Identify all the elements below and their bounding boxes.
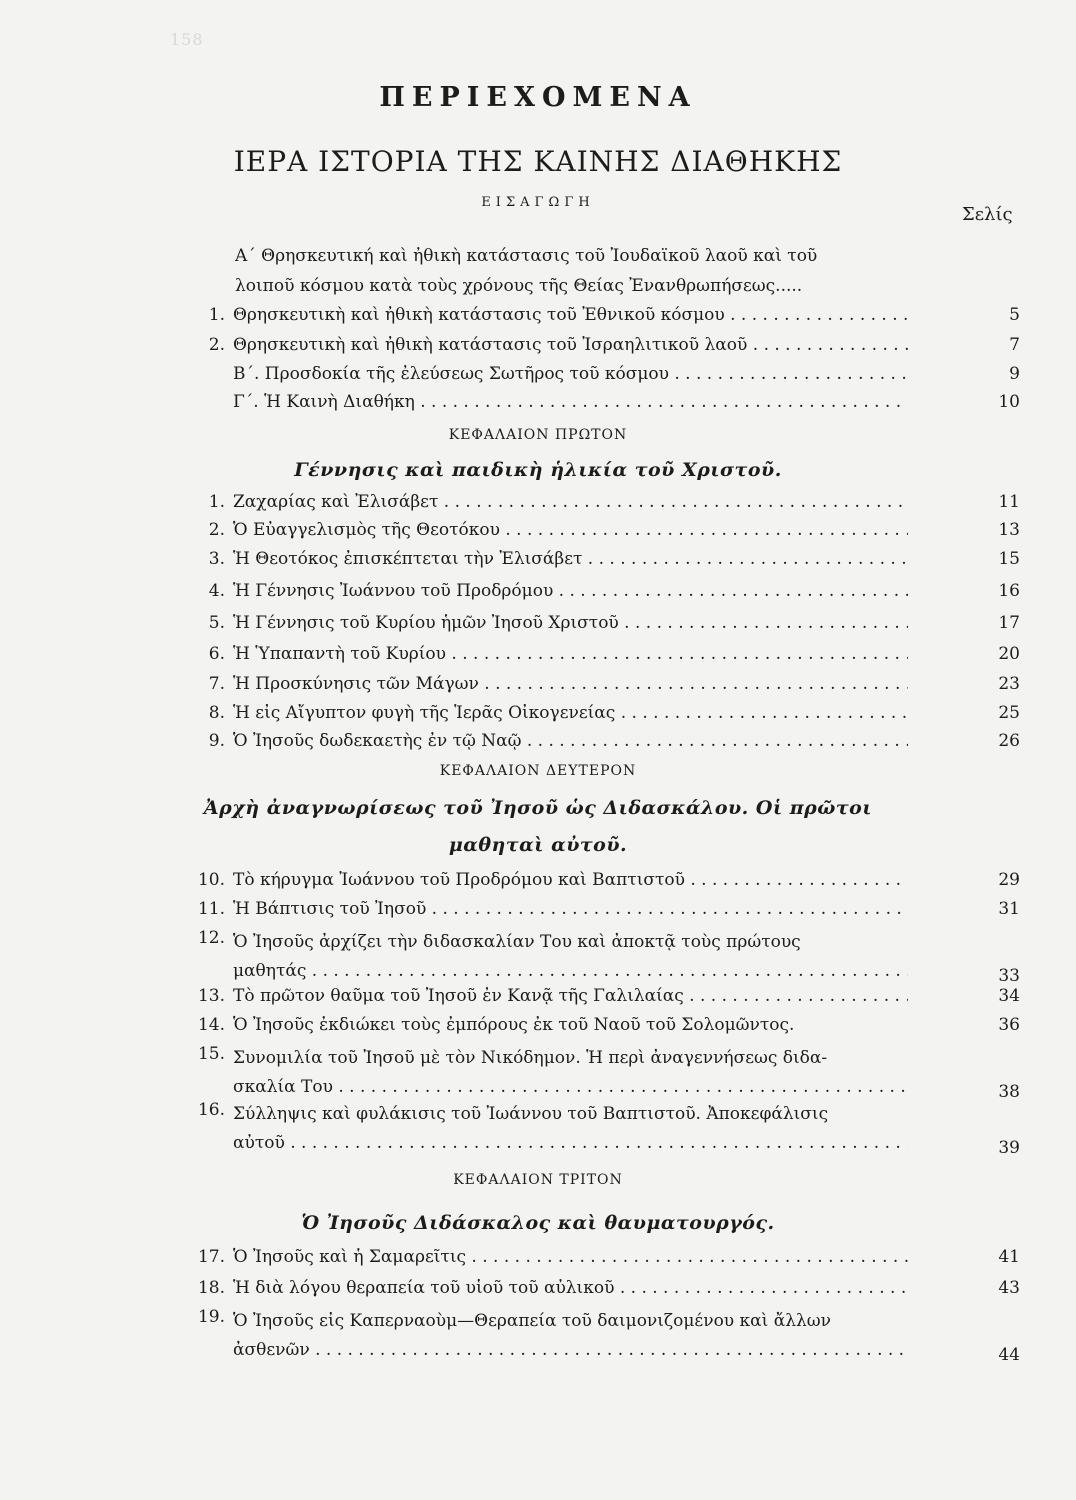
entry-number: 2. — [208, 520, 225, 540]
entry-page: 15 — [998, 549, 1020, 569]
toc-entry[interactable] — [185, 1044, 1025, 1104]
entry-number: 3. — [208, 549, 225, 569]
entry-title-continued: αὐτοῦ . . . — [233, 1129, 908, 1158]
entry-page: 10 — [998, 392, 1020, 412]
entry-page: 41 — [998, 1247, 1020, 1267]
entry-title-continued: ἀσθενῶν . . . — [233, 1336, 908, 1365]
chapter-2-title-line1: Ἀρχὴ ἀναγνωρίσεως τοῦ Ἰησοῦ ὡς Διδασκάλου. Οἱ πρῶτοι — [203, 797, 873, 819]
entry-title: Γ΄. Ἡ Καινὴ Διαθήκη . . . — [233, 392, 908, 412]
toc-entry[interactable] — [185, 1015, 1025, 1044]
entry-page: 5 — [1009, 305, 1020, 325]
entry-page: 9 — [1009, 364, 1020, 384]
entry-number: 17. — [197, 1247, 225, 1267]
entry-title: Θρησκευτικὴ καὶ ἠθικὴ κατάστασις τοῦ Ἐθνικοῦ κόσμου . . . — [233, 305, 908, 325]
entry-number: 19. — [197, 1307, 225, 1327]
intro-section-a-line1: Α΄ Θρησκευτική καὶ ἠθικὴ κατάστασις τοῦ Ἰουδαϊκοῦ λαοῦ καὶ τοῦ — [235, 246, 818, 266]
intro-section-a-line2: λοιποῦ κόσμου κατὰ τοὺς χρόνους τῆς Θείας Ἐνανθρωπήσεως..... — [235, 276, 803, 296]
entry-title: Ἡ Προσκύνησις τῶν Μάγων . . . — [233, 674, 908, 694]
toc-entry[interactable] — [185, 644, 1025, 673]
toc-entry[interactable] — [185, 549, 1025, 578]
entry-number: 2. — [208, 335, 225, 355]
entry-title: Ἡ Βάπτισις τοῦ Ἰησοῦ . . . — [233, 899, 908, 919]
entry-title: Ἡ διὰ λόγου θεραπεία τοῦ υἱοῦ τοῦ αὐλικοῦ . . . — [233, 1278, 908, 1298]
entry-number: 12. — [197, 928, 225, 948]
toc-entry[interactable] — [185, 613, 1025, 642]
toc-entry[interactable] — [185, 364, 1025, 393]
page-title: ΠΕΡΙΕΧΟΜΕΝΑ — [379, 82, 697, 113]
book-subtitle: ΙΕΡΑ ΙΣΤΟΡΙΑ ΤΗΣ ΚΑΙΝΗΣ ΔΙΑΘΗΚΗΣ — [233, 145, 843, 178]
pages-column-label: Σελίς — [962, 204, 1013, 225]
toc-entry[interactable] — [185, 731, 1025, 760]
chapter-2-title-line2: μαθηταὶ αὐτοῦ. — [448, 834, 628, 856]
entry-number: 8. — [208, 703, 225, 723]
entry-page: 26 — [998, 731, 1020, 751]
entry-number: 1. — [208, 305, 225, 325]
entry-number: 1. — [208, 492, 225, 512]
entry-title: Θρησκευτικὴ καὶ ἠθικὴ κατάστασις τοῦ Ἰσραηλιτικοῦ λαοῦ . . . — [233, 335, 908, 355]
entry-page: 7 — [1009, 335, 1020, 355]
entry-page: 39 — [998, 1138, 1020, 1158]
entry-page: 23 — [998, 674, 1020, 694]
entry-page: 33 — [998, 966, 1020, 986]
entry-page: 44 — [998, 1345, 1020, 1365]
toc-entry[interactable] — [185, 703, 1025, 732]
entry-title: Τὸ κήρυγμα Ἰωάννου τοῦ Προδρόμου καὶ Βαπτιστοῦ . . . — [233, 870, 908, 890]
entry-title: Συνομιλία τοῦ Ἰησοῦ μὲ τὸν Νικόδημον. Ἡ περὶ ἀναγεννήσεως διδα- — [233, 1048, 828, 1068]
entry-page: 16 — [998, 581, 1020, 601]
entry-title: Ὁ Ἰησοῦς εἰς Καπερναοὺμ—Θεραπεία τοῦ δαιμονιζομένου καὶ ἄλλων — [233, 1311, 831, 1331]
entry-number: 11. — [197, 899, 225, 919]
entry-title: Ὁ Ἰησοῦς ἀρχίζει τὴν διδασκαλίαν Του καὶ ἀποκτᾷ τοὺς πρώτους — [233, 932, 801, 952]
toc-entry[interactable] — [185, 1247, 1025, 1276]
entry-title: Ἡ Γέννησις Ἰωάννου τοῦ Προδρόμου . . . — [233, 581, 908, 601]
entry-page: 34 — [998, 986, 1020, 1006]
toc-entry[interactable] — [185, 492, 1025, 521]
chapter-3-label: ΚΕΦΑΛΑΙΟΝ ΤΡΙΤΟΝ — [453, 1172, 623, 1188]
chapter-2-label: ΚΕΦΑΛΑΙΟΝ ΔΕΥΤΕΡΟΝ — [439, 763, 637, 779]
entry-title: Ἡ Θεοτόκος ἐπισκέπτεται τὴν Ἐλισάβετ . . . — [233, 549, 908, 569]
entry-number: 13. — [197, 986, 225, 1006]
entry-number: 9. — [208, 731, 225, 751]
toc-entry[interactable] — [185, 870, 1025, 899]
entry-title-continued: μαθητάς . . . — [233, 957, 908, 986]
entry-title: Ὁ Εὐαγγελισμὸς τῆς Θεοτόκου . . . — [233, 520, 908, 540]
toc-entry[interactable] — [185, 305, 1025, 334]
toc-entry[interactable] — [185, 1307, 1025, 1367]
entry-title: Ἡ Γέννησις τοῦ Κυρίου ἡμῶν Ἰησοῦ Χριστοῦ . . . — [233, 613, 908, 633]
entry-page: 11 — [998, 492, 1020, 512]
entry-title: Β΄. Προσδοκία τῆς ἐλεύσεως Σωτῆρος τοῦ κόσμου . . . — [233, 364, 908, 384]
entry-title: Σύλληψις καὶ φυλάκισις τοῦ Ἰωάννου τοῦ Βαπτιστοῦ. Ἀποκεφάλισις — [233, 1104, 829, 1124]
entry-page: 20 — [998, 644, 1020, 664]
entry-number: 18. — [197, 1278, 225, 1298]
entry-title: Ζαχαρίας καὶ Ἐλισάβετ . . . — [233, 492, 908, 512]
entry-page: 29 — [998, 870, 1020, 890]
toc-entry[interactable] — [185, 520, 1025, 549]
toc-entry[interactable] — [185, 928, 1025, 988]
entry-number: 14. — [197, 1015, 225, 1035]
toc-entry[interactable] — [185, 581, 1025, 610]
entry-title: Τὸ πρῶτον θαῦμα τοῦ Ἰησοῦ ἐν Κανᾷ τῆς Γαλιλαίας . . . — [233, 986, 908, 1006]
toc-entry[interactable] — [185, 1100, 1025, 1160]
chapter-3-title: Ὁ Ἰησοῦς Διδάσκαλος καὶ θαυματουργός. — [301, 1212, 775, 1234]
entry-page: 17 — [998, 613, 1020, 633]
intro-heading: ΕΙΣΑΓΩΓΗ — [481, 195, 595, 210]
toc-entry[interactable] — [185, 392, 1025, 421]
entry-title: Ὁ Ἰησοῦς ἐκδιώκει τοὺς ἐμπόρους ἐκ τοῦ Ναοῦ τοῦ Σολομῶντος. — [233, 1015, 795, 1035]
entry-number: 15. — [197, 1044, 225, 1064]
toc-entry[interactable] — [185, 899, 1025, 928]
toc-entry[interactable] — [185, 1278, 1025, 1307]
entry-page: 13 — [998, 520, 1020, 540]
ghost-page-number: 158 — [170, 30, 204, 49]
entry-title: Ἡ Ὑπαπαντὴ τοῦ Κυρίου . . . — [233, 644, 908, 664]
entry-page: 38 — [998, 1082, 1020, 1102]
toc-entry[interactable] — [185, 335, 1025, 364]
entry-page: 31 — [998, 899, 1020, 919]
entry-number: 10. — [197, 870, 225, 890]
entry-title-continued: σκαλία Του . . . — [233, 1073, 908, 1102]
entry-title: Ὁ Ἰησοῦς καὶ ἡ Σαμαρεῖτις . . . — [233, 1247, 908, 1267]
entry-page: 36 — [998, 1015, 1020, 1035]
entry-title: Ὁ Ἰησοῦς δωδεκαετὴς ἐν τῷ Ναῷ . . . — [233, 731, 908, 751]
entry-number: 6. — [208, 644, 225, 664]
entry-title: Ἡ εἰς Αἴγυπτον φυγὴ τῆς Ἱερᾶς Οἰκογενείας . . . — [233, 703, 908, 723]
chapter-1-label: ΚΕΦΑΛΑΙΟΝ ΠΡΩΤΟΝ — [448, 427, 628, 443]
entry-number: 4. — [208, 581, 225, 601]
entry-number: 16. — [197, 1100, 225, 1120]
entry-number: 7. — [208, 674, 225, 694]
chapter-1-title: Γέννησις καὶ παιδικὴ ἡλικία τοῦ Χριστοῦ. — [294, 459, 782, 481]
toc-entry[interactable] — [185, 674, 1025, 703]
entry-page: 25 — [998, 703, 1020, 723]
toc-entry[interactable] — [185, 986, 1025, 1015]
entry-number: 5. — [208, 613, 225, 633]
entry-page: 43 — [998, 1278, 1020, 1298]
